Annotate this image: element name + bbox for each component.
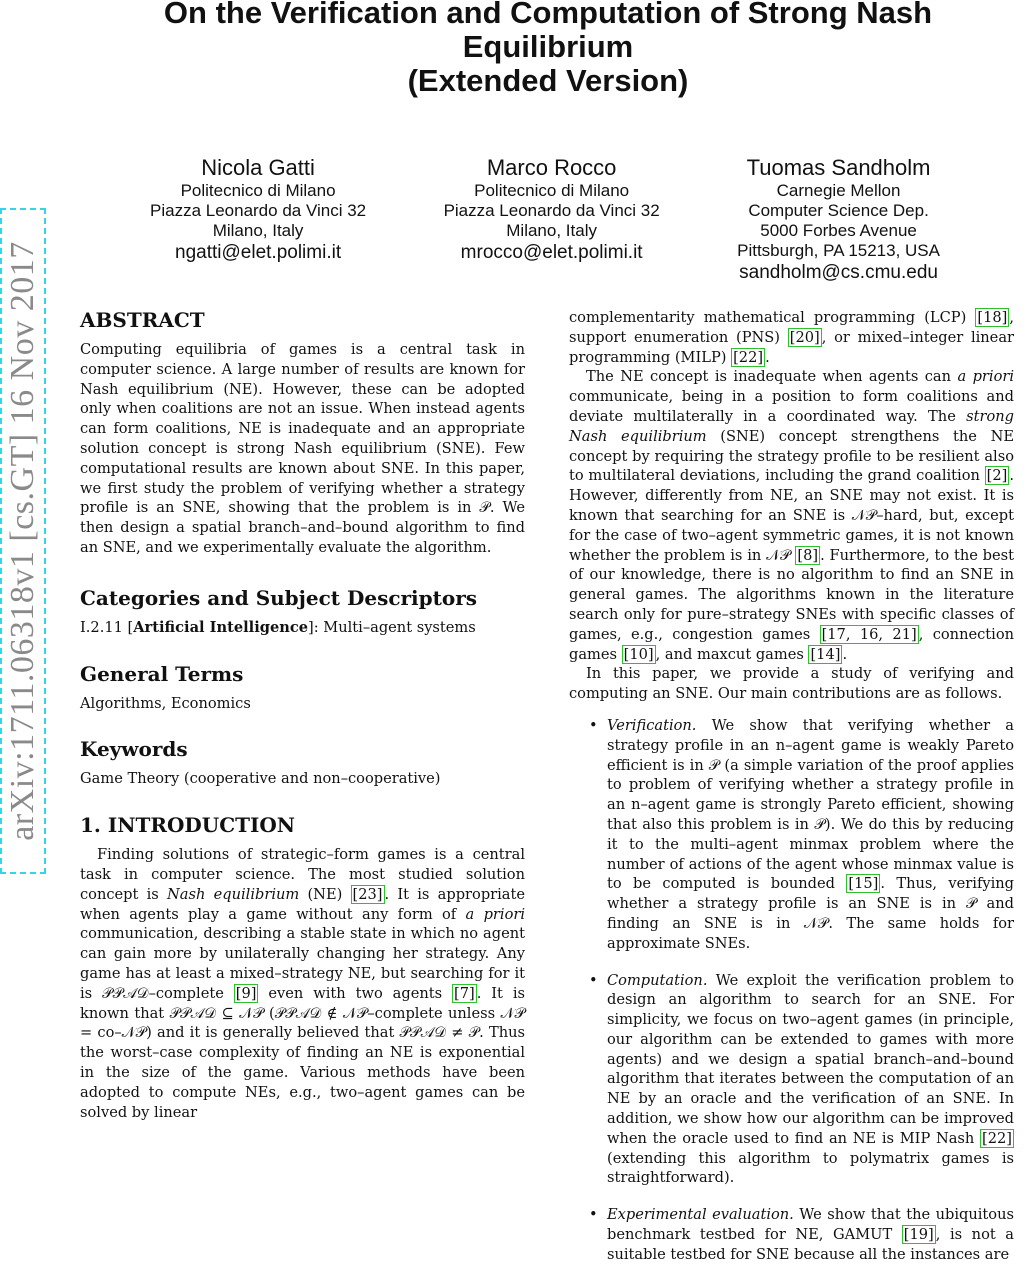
citation-link[interactable]: [2] <box>986 467 1008 485</box>
author-name: Marco Rocco <box>486 155 617 180</box>
text-run: communicate, being in a position to form coalitions and deviate multilaterally in a coordinated way. The <box>569 388 1014 425</box>
arxiv-stamp-link[interactable] <box>0 208 46 874</box>
text-run: (extending this algorithm to polymatrix games is straightforward). <box>607 1149 1014 1187</box>
text-run: The NE concept is inadequate when agents can <box>586 368 958 386</box>
text-run: . However, differently from NE, an SNE may not exist. It is known that searching for an SNE is 𝒩𝒫–hard, but, except for the case of two–agent symmetric games, it is not known whether the problem is in 𝒩𝒫 <box>569 467 1014 564</box>
author-email: sandholm@cs.cmu.edu <box>739 262 938 283</box>
author-address: Milano, Italy <box>212 221 304 240</box>
right-paragraph-2: In this paper, we provide a study of verifying and computing an SNE. Our main contributions are as follows. <box>569 665 1014 703</box>
author-3 <box>737 155 940 284</box>
text-run: . Thus, verifying whether a strategy profile is an SNE is in 𝒫 and finding an SNE is in 𝒩𝒫. The same holds for approximate SNEs. <box>607 875 1014 952</box>
citation-link[interactable]: [20] <box>789 328 820 346</box>
citation-link[interactable]: [22] <box>733 348 764 366</box>
author-affiliation: Politecnico di Milano <box>180 181 336 200</box>
text-run: , and maxcut games <box>655 645 809 663</box>
author-1 <box>150 155 366 284</box>
general-terms-heading: General Terms <box>80 661 244 686</box>
keywords-text: Game Theory (cooperative and non–cooperative) <box>80 770 441 788</box>
paper-title <box>80 0 1016 98</box>
keywords-heading: Keywords <box>80 737 188 762</box>
citation-link[interactable]: [17, 16, 21] <box>821 625 917 643</box>
category-bold: Artificial Intelligence <box>133 618 309 636</box>
title-line-3: (Extended Version) <box>407 63 689 98</box>
author-affiliation: Carnegie Mellon <box>776 181 901 200</box>
right-paragraph-1 <box>569 367 1014 664</box>
emphasis: Experimental evaluation. <box>607 1206 794 1224</box>
author-address: Piazza Leonardo da Vinci 32 <box>443 201 660 220</box>
contribution-computation <box>569 971 1014 1189</box>
text-run: communication, describing a stable state in which no agent can gain more by unilaterally changing her strategy. Any game has at least a mixed–strategy NE, but searching for it is 𝒫𝒫𝒜𝒟–complete <box>80 925 525 1002</box>
author-name: Nicola Gatti <box>201 155 315 180</box>
citation-link[interactable]: [9] <box>235 984 257 1002</box>
author-2 <box>444 155 660 284</box>
text-run: . It is appropriate when agents play a game without any form of <box>80 885 526 923</box>
intro-paragraph <box>80 845 525 1122</box>
text-run: We exploit the verification problem to design an algorithm to search for an SNE. For simplicity, we focus on two–agent games (in principle, our algorithm can be extended to games with more agents) and we design a spatial branch–and–bound algorithm that iterates between the computation of an NE by an oracle and the verification of an SNE. In addition, we show how our algorithm can be improved when the oracle used to find an NE is MIP Nash <box>607 971 1014 1147</box>
contributions-list <box>569 716 1014 1265</box>
text-run: , support enumeration (PNS) <box>569 309 1014 346</box>
text-run: . <box>842 645 848 663</box>
author-address: Pittsburgh, PA 15213, USA <box>737 241 940 260</box>
emphasis: Verification. <box>607 716 697 734</box>
text-run: . It is known that 𝒫𝒫𝒜𝒟 ⊆ 𝒩𝒫 (𝒫𝒫𝒜𝒟 ∉ 𝒩𝒫–complete unless 𝒩𝒫 = co–𝒩𝒫) and it is generally believed that 𝒫𝒫𝒜𝒟 ≠ 𝒫. Thus the worst–case complexity of finding an NE is exponential in the size of the game. Various methods have been adopted to compute NEs, e.g., two–agent games can be solved by linear <box>80 984 526 1121</box>
text-run: (SNE) concept strengthens the NE concept by requiring the strategy profile to be resilient also to multilateral deviations, including the grand coalition <box>569 427 1014 485</box>
categories-heading: Categories and Subject Descriptors <box>80 585 478 610</box>
abstract-heading: ABSTRACT <box>80 308 205 332</box>
emphasis: a priori <box>957 368 1014 386</box>
text-run: . Furthermore, to the best of our knowledge, there is no algorithm to find an SNE in general games. The algorithms known in the literature search only for pure–strategy SNEs with specific classes of games, e.g., congestion games <box>569 546 1015 643</box>
category-code: I.2.11 [ <box>80 618 134 636</box>
citation-link[interactable]: [15] <box>848 875 879 893</box>
right-paragraph-0 <box>569 308 1014 367</box>
text-run: , or mixed–integer linear programming (MILP) <box>569 328 1014 366</box>
citation-link[interactable]: [23] <box>352 885 383 903</box>
text-run: even with two agents <box>258 984 453 1002</box>
text-run: We show that the ubiquitous benchmark testbed for NE, GAMUT <box>607 1206 1014 1244</box>
author-affiliation: Politecnico di Milano <box>474 181 630 200</box>
text-run: We show that verifying whether a strategy profile in an n–agent game is weakly Pareto efficient is in 𝒫 (a simple variation of the proof applies to problem of verifying whether a strategy profile in an n–agent game is strongly Pareto efficient, showing that also this problem is in 𝒫). We do this by reducing it to the multi–agent minmax problem where the number of actions of the agent whose minmax value is to be computed is bounded <box>607 716 1014 893</box>
author-address: 5000 Forbes Avenue <box>760 221 917 240</box>
text-run: complementarity mathematical programming (LCP) <box>569 309 976 326</box>
arxiv-stamp: arXiv:1711.06318v1 [cs.GT] 16 Nov 2017 <box>4 241 41 841</box>
categories-text <box>80 618 525 638</box>
text-run: Finding solutions of strategic–form games is a central task in computer science. The most studied solution concept is <box>80 846 525 903</box>
author-address: Computer Science Dep. <box>748 201 929 220</box>
citation-link[interactable]: [7] <box>454 984 475 1002</box>
citation-link[interactable]: [19] <box>903 1226 934 1244</box>
author-email: ngatti@elet.polimi.it <box>175 242 342 263</box>
title-line-1: On the Verification and Computation of Strong Nash <box>163 0 933 30</box>
right-column <box>569 308 1014 1282</box>
contribution-verification <box>569 716 1014 954</box>
text-run: , connection games <box>569 625 1014 663</box>
author-address: Milano, Italy <box>506 221 597 240</box>
title-line-2: Equilibrium <box>462 29 634 64</box>
citation-link[interactable]: [22] <box>982 1129 1012 1147</box>
text-run: . <box>765 348 770 366</box>
text-run: (NE) <box>299 885 351 903</box>
author-name: Tuomas Sandholm <box>746 155 931 180</box>
author-address: Piazza Leonardo da Vinci 32 <box>150 201 367 220</box>
emphasis: Computation. <box>607 971 708 989</box>
category-rest: ]: Multi–agent systems <box>308 618 476 636</box>
citation-link[interactable]: [8] <box>797 546 819 564</box>
contribution-experimental <box>569 1205 1014 1264</box>
emphasis: Nash equilibrium <box>167 885 300 903</box>
general-terms-text: Algorithms, Economics <box>80 694 251 712</box>
text-run: , is not a suitable testbed for SNE because all the instances are <box>607 1226 1015 1263</box>
emphasis: a priori <box>465 905 525 923</box>
citation-link[interactable]: [14] <box>810 645 841 663</box>
citation-link[interactable]: [18] <box>977 309 1008 326</box>
citation-link[interactable]: [10] <box>623 645 654 663</box>
author-block <box>150 155 940 284</box>
introduction-heading: 1. INTRODUCTION <box>80 813 296 838</box>
author-email: mrocco@elet.polimi.it <box>460 242 643 263</box>
emphasis: strong Nash equilibrium <box>569 407 1014 445</box>
left-column <box>80 300 525 1122</box>
abstract-text: Computing equilibria of games is a central task in computer science. A large number of results are known for Nash equilibrium (NE). However, these can be adopted only when coalitions are not an issue. When instead agents can form coalitions, NE is inadequate and an appropriate solution concept is strong Nash equilibrium (SNE). Few computational results are known about SNE. In this paper, we first study the problem of verifying whether a strategy profile is an SNE, showing that the problem is in 𝒫. We then design a spatial branch–and–bound algorithm to find an SNE, and we experimentally evaluate the algorithm. <box>80 341 525 556</box>
